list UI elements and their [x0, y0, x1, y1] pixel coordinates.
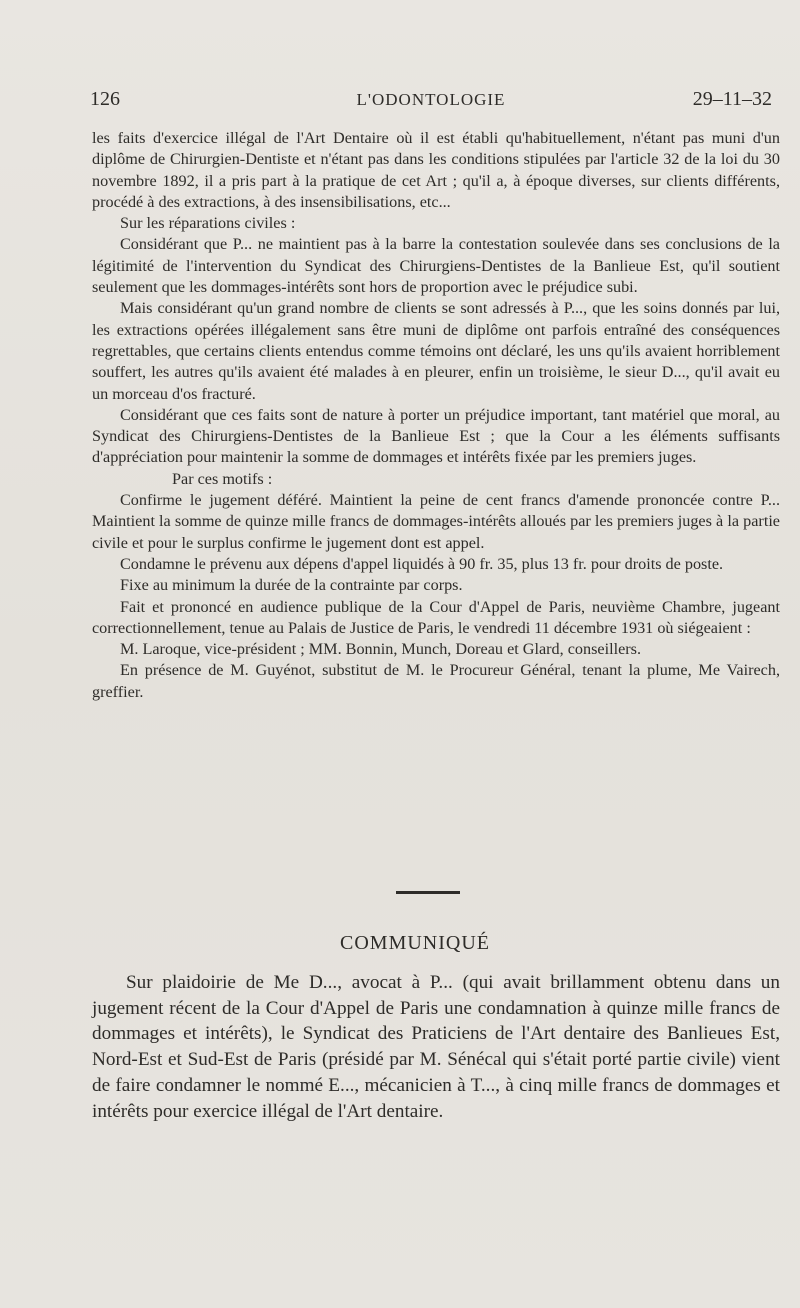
issue-date: 29–11–32	[692, 88, 772, 110]
judgment-text	[92, 128, 780, 703]
paragraph: Considérant que ces faits sont de nature à porter un préjudice important, tant matériel que moral, au Syndicat des Chirurgiens-Dentistes de la Banlieue Est ; que la Cour a les éléments suffisants d'appréciation pour maintenir la somme de dommages et intérêts fixée par les premiers juges.	[92, 405, 780, 467]
paragraph: Considérant que P... ne maintient pas à la barre la contestation soulevée dans ses conclusions de la légitimité de l'intervention du Syndicat des Chirurgiens-Dentistes de la Banlieue Est, qu'il soutient seulement que les dommages-intérêts sont hors de proportion avec le préjudice subi.	[92, 235, 780, 297]
paragraph: Confirme le jugement déféré. Maintient la peine de cent francs d'amende prononcée contre P... Maintient la somme de quinze mille francs de dommages-intérêts alloués par les premiers juges à la partie civile et pour le surplus confirme le jugement dont est appel.	[92, 491, 780, 552]
paragraph: Fixe au minimum la durée de la contrainte par corps.	[120, 576, 463, 595]
paragraph-continuation: les faits d'exercice illégal de l'Art Dentaire où il est établi qu'habituellement, n'étant pas muni d'un diplôme de Chirurgien-Dentiste et n'étant pas dans les conditions stipulées par l'article 32 de la loi du 30 novembre 1892, il a pris part à la pratique de cet Art ; qu'il a, à époque diverses, sur clients différents, procédé à des extractions, à des insensibilisations, etc...	[92, 129, 780, 211]
paragraph-motifs: Par ces motifs :	[172, 469, 273, 488]
communique-body	[92, 970, 780, 1124]
section-divider	[396, 891, 460, 894]
paragraph: Mais considérant qu'un grand nombre de clients se sont adressés à P..., que les soins donnés par lui, les extractions opérées illégalement sans être muni de diplôme ont parfois entraîné des conséquences regrettables, que certains clients entendus comme témoins ont déclaré, les uns qu'ils avaient horriblement souffert, les autres qu'ils avaient été malades à en pleurer, enfin un troisième, le sieur D..., qu'il avait eu un morceau d'os fracturé.	[92, 299, 780, 403]
paragraph: M. Laroque, vice-président ; MM. Bonnin, Munch, Doreau et Glard, conseillers.	[120, 640, 642, 659]
paragraph: En présence de M. Guyénot, substitut de M. le Procureur Général, tenant la plume, Me Vairech, greffier.	[92, 661, 780, 701]
paragraph-civil-reparations: Sur les réparations civiles :	[120, 214, 296, 233]
running-header	[90, 88, 772, 116]
page-number: 126	[90, 88, 120, 110]
journal-title: L'ODONTOLOGIE	[356, 90, 506, 109]
paragraph: Condamne le prévenu aux dépens d'appel liquidés à 90 fr. 35, plus 13 fr. pour droits de poste.	[120, 554, 724, 573]
communique-heading: COMMUNIQUÉ	[340, 932, 490, 954]
communique-paragraph: Sur plaidoirie de Me D..., avocat à P... (qui avait brillamment obtenu dans un jugement récent de la Cour d'Appel de Paris une condamnation à quinze mille francs de dommages et intérêts), le Syndicat des Praticiens de l'Art dentaire des Banlieues Est, Nord-Est et Sud-Est de Paris (présidé par M. Sénécal qui s'était porté partie civile) vient de faire condamner le nommé E..., mécanicien à T..., à cinq mille francs de dommages et intérêts pour exercice illégal de l'Art dentaire.	[92, 972, 780, 1122]
paragraph: Fait et prononcé en audience publique de la Cour d'Appel de Paris, neuvième Chambre, jugeant correctionnellement, tenue au Palais de Justice de Paris, le vendredi 11 décembre 1931 où siégeaient :	[92, 597, 780, 637]
